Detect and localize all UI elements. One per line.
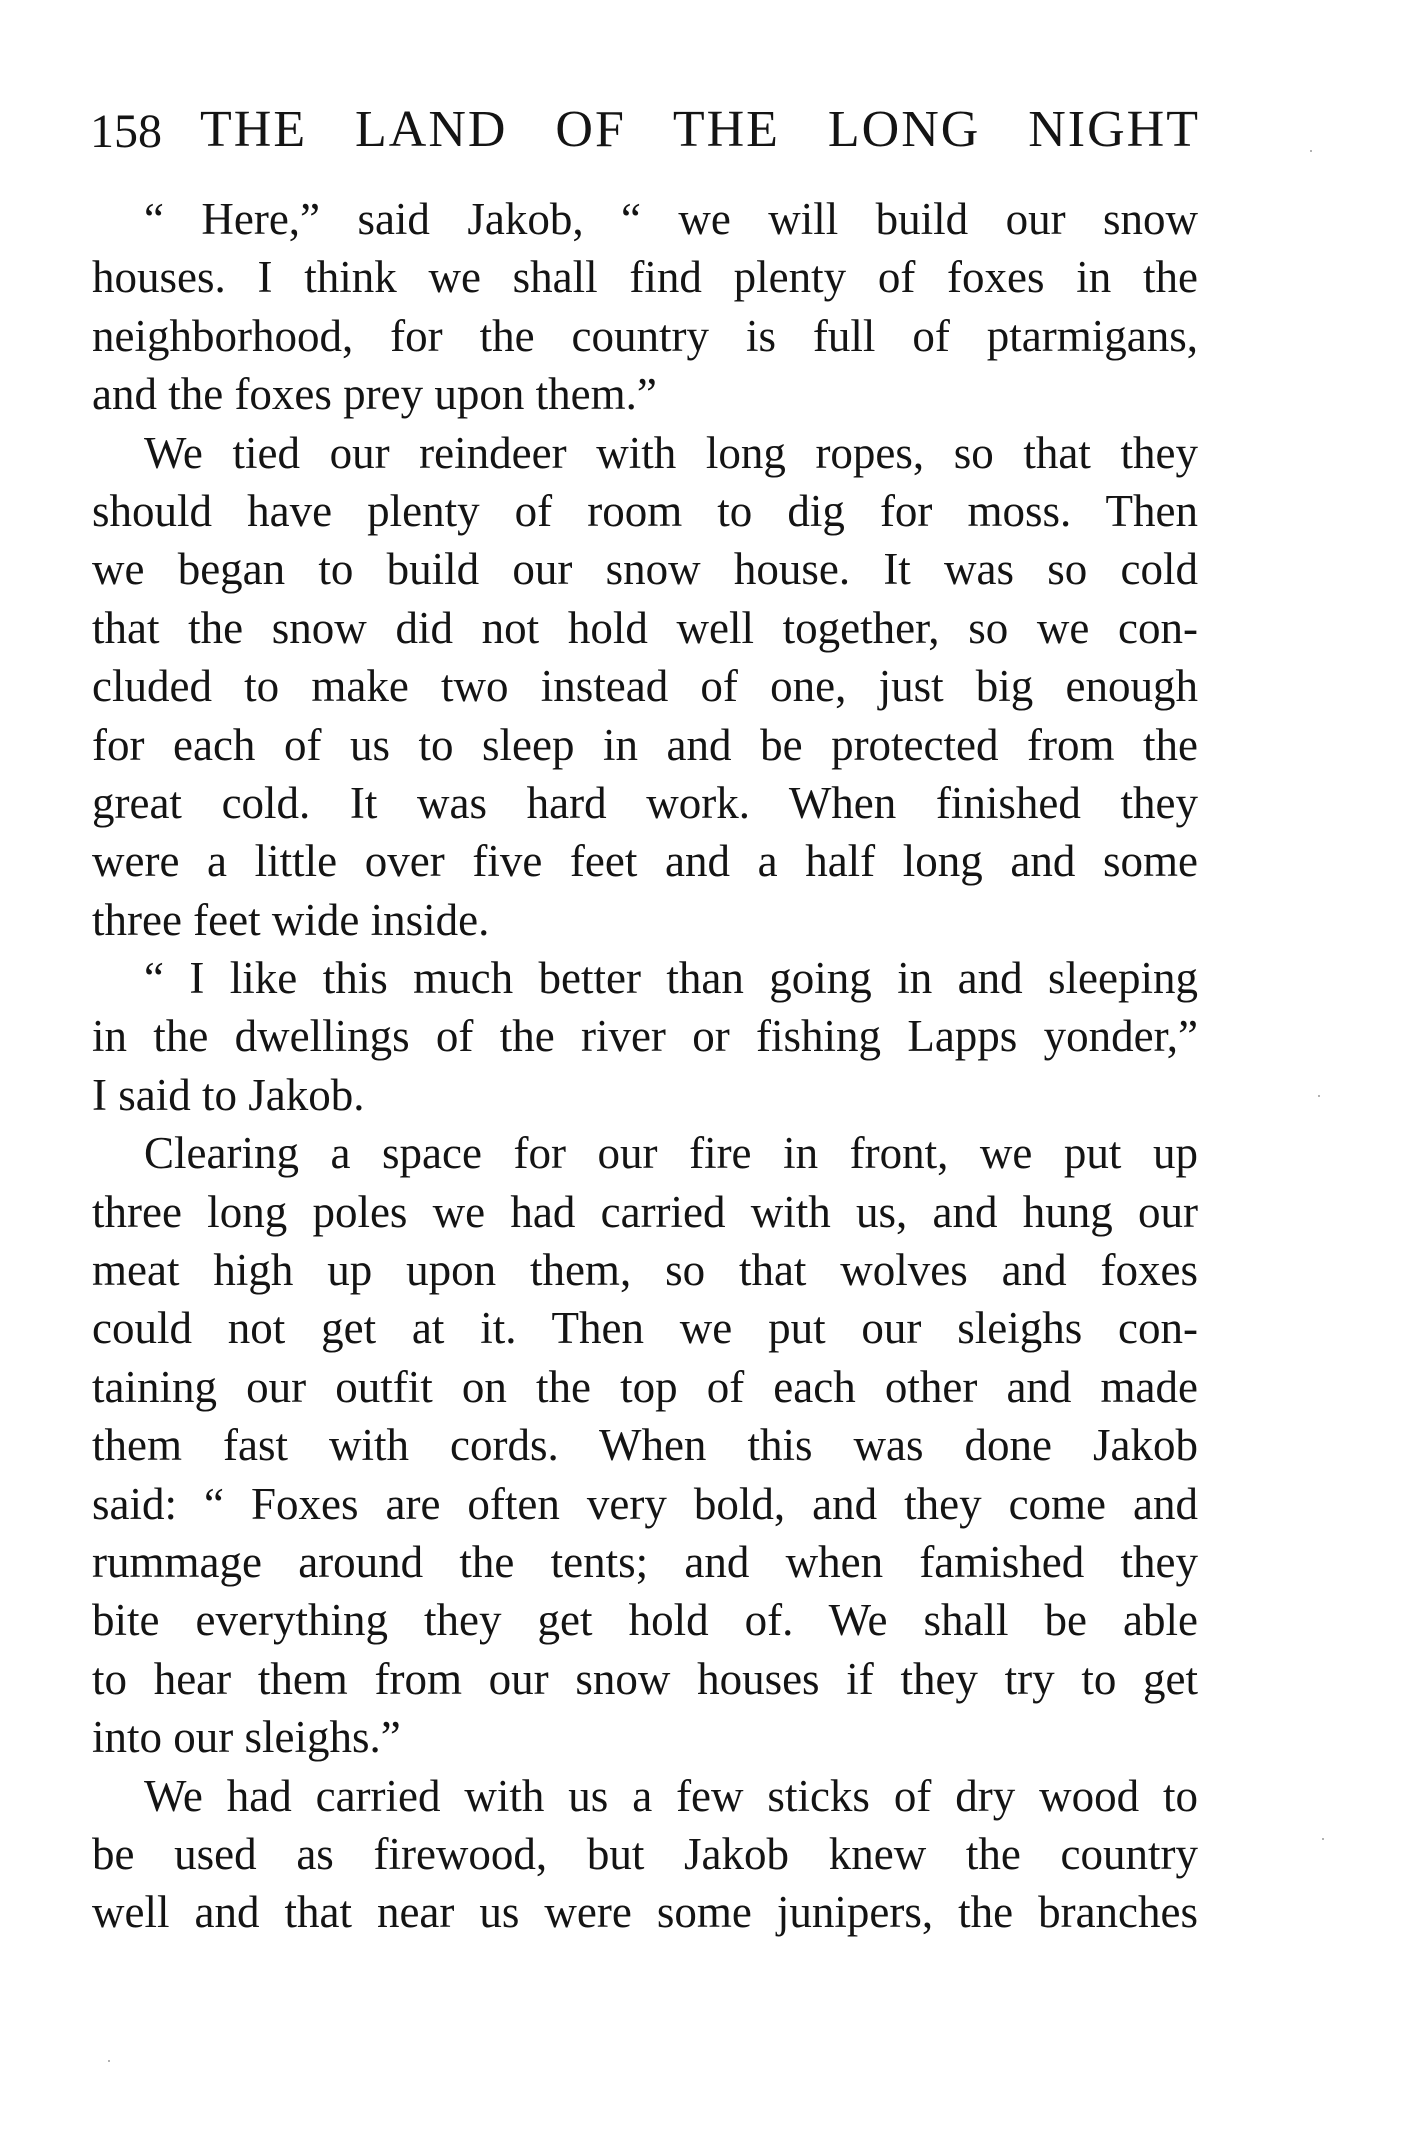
text-line: we began to build our snow house. It was so cold: [92, 544, 1198, 595]
text-line: three long poles we had carried with us, and hung our: [92, 1186, 1198, 1237]
body-text: [92, 190, 1198, 1942]
text-line: for each of us to sleep in and be protected from the: [92, 719, 1198, 770]
text-line: We tied our reindeer with long ropes, so that they: [144, 427, 1198, 478]
text-line: in the dwellings of the river or fishing Lapps yonder,”: [92, 1011, 1198, 1062]
text-line: rummage around the tents; and when famished they: [92, 1536, 1198, 1587]
text-line: “ I like this much better than going in and sleeping: [144, 953, 1198, 1004]
text-line: I said to Jakob.: [92, 1069, 365, 1120]
text-line: and the foxes prey upon them.”: [92, 369, 657, 420]
text-line: were a little over five feet and a half long and some: [92, 836, 1198, 887]
text-line: bite everything they get hold of. We shall be able: [92, 1595, 1198, 1646]
text-line: neighborhood, for the country is full of ptarmigans,: [92, 310, 1198, 361]
text-line: “ Here,” said Jakob, “ we will build our snow: [144, 194, 1198, 244]
text-line: that the snow did not hold well together, so we con-: [92, 602, 1198, 653]
paper-speck: [1322, 1838, 1324, 1840]
text-line: three feet wide inside.: [92, 894, 490, 945]
running-head: [90, 100, 1198, 170]
paper-speck: [1318, 1095, 1320, 1097]
text-line: houses. I think we shall find plenty of foxes in the: [92, 252, 1198, 303]
text-line: said: “ Foxes are often very bold, and they come and: [92, 1478, 1198, 1529]
text-line: cluded to make two instead of one, just big enough: [92, 661, 1198, 712]
page-number: 158: [90, 105, 162, 158]
text-line: them fast with cords. When this was done Jakob: [92, 1420, 1198, 1471]
text-line: taining our outfit on the top of each other and made: [92, 1361, 1198, 1412]
text-line: We had carried with us a few sticks of dry wood to: [144, 1770, 1198, 1821]
text-line: great cold. It was hard work. When finished they: [92, 777, 1198, 828]
text-line: should have plenty of room to dig for moss. Then: [92, 485, 1198, 536]
text-line: meat high up upon them, so that wolves and foxes: [92, 1245, 1198, 1296]
text-line: into our sleighs.”: [92, 1712, 401, 1763]
text-line: be used as firewood, but Jakob knew the country: [92, 1828, 1198, 1879]
paper-speck: [108, 2060, 110, 2062]
running-title: THE LAND OF THE LONG NIGHT: [200, 101, 1200, 158]
text-line: to hear them from our snow houses if they try to get: [92, 1653, 1198, 1704]
text-line: could not get at it. Then we put our sleighs con-: [92, 1303, 1198, 1354]
text-line: Clearing a space for our fire in front, we put up: [144, 1128, 1198, 1179]
text-line: well and that near us were some junipers, the branches: [92, 1887, 1198, 1938]
paper-speck: [1310, 150, 1312, 152]
